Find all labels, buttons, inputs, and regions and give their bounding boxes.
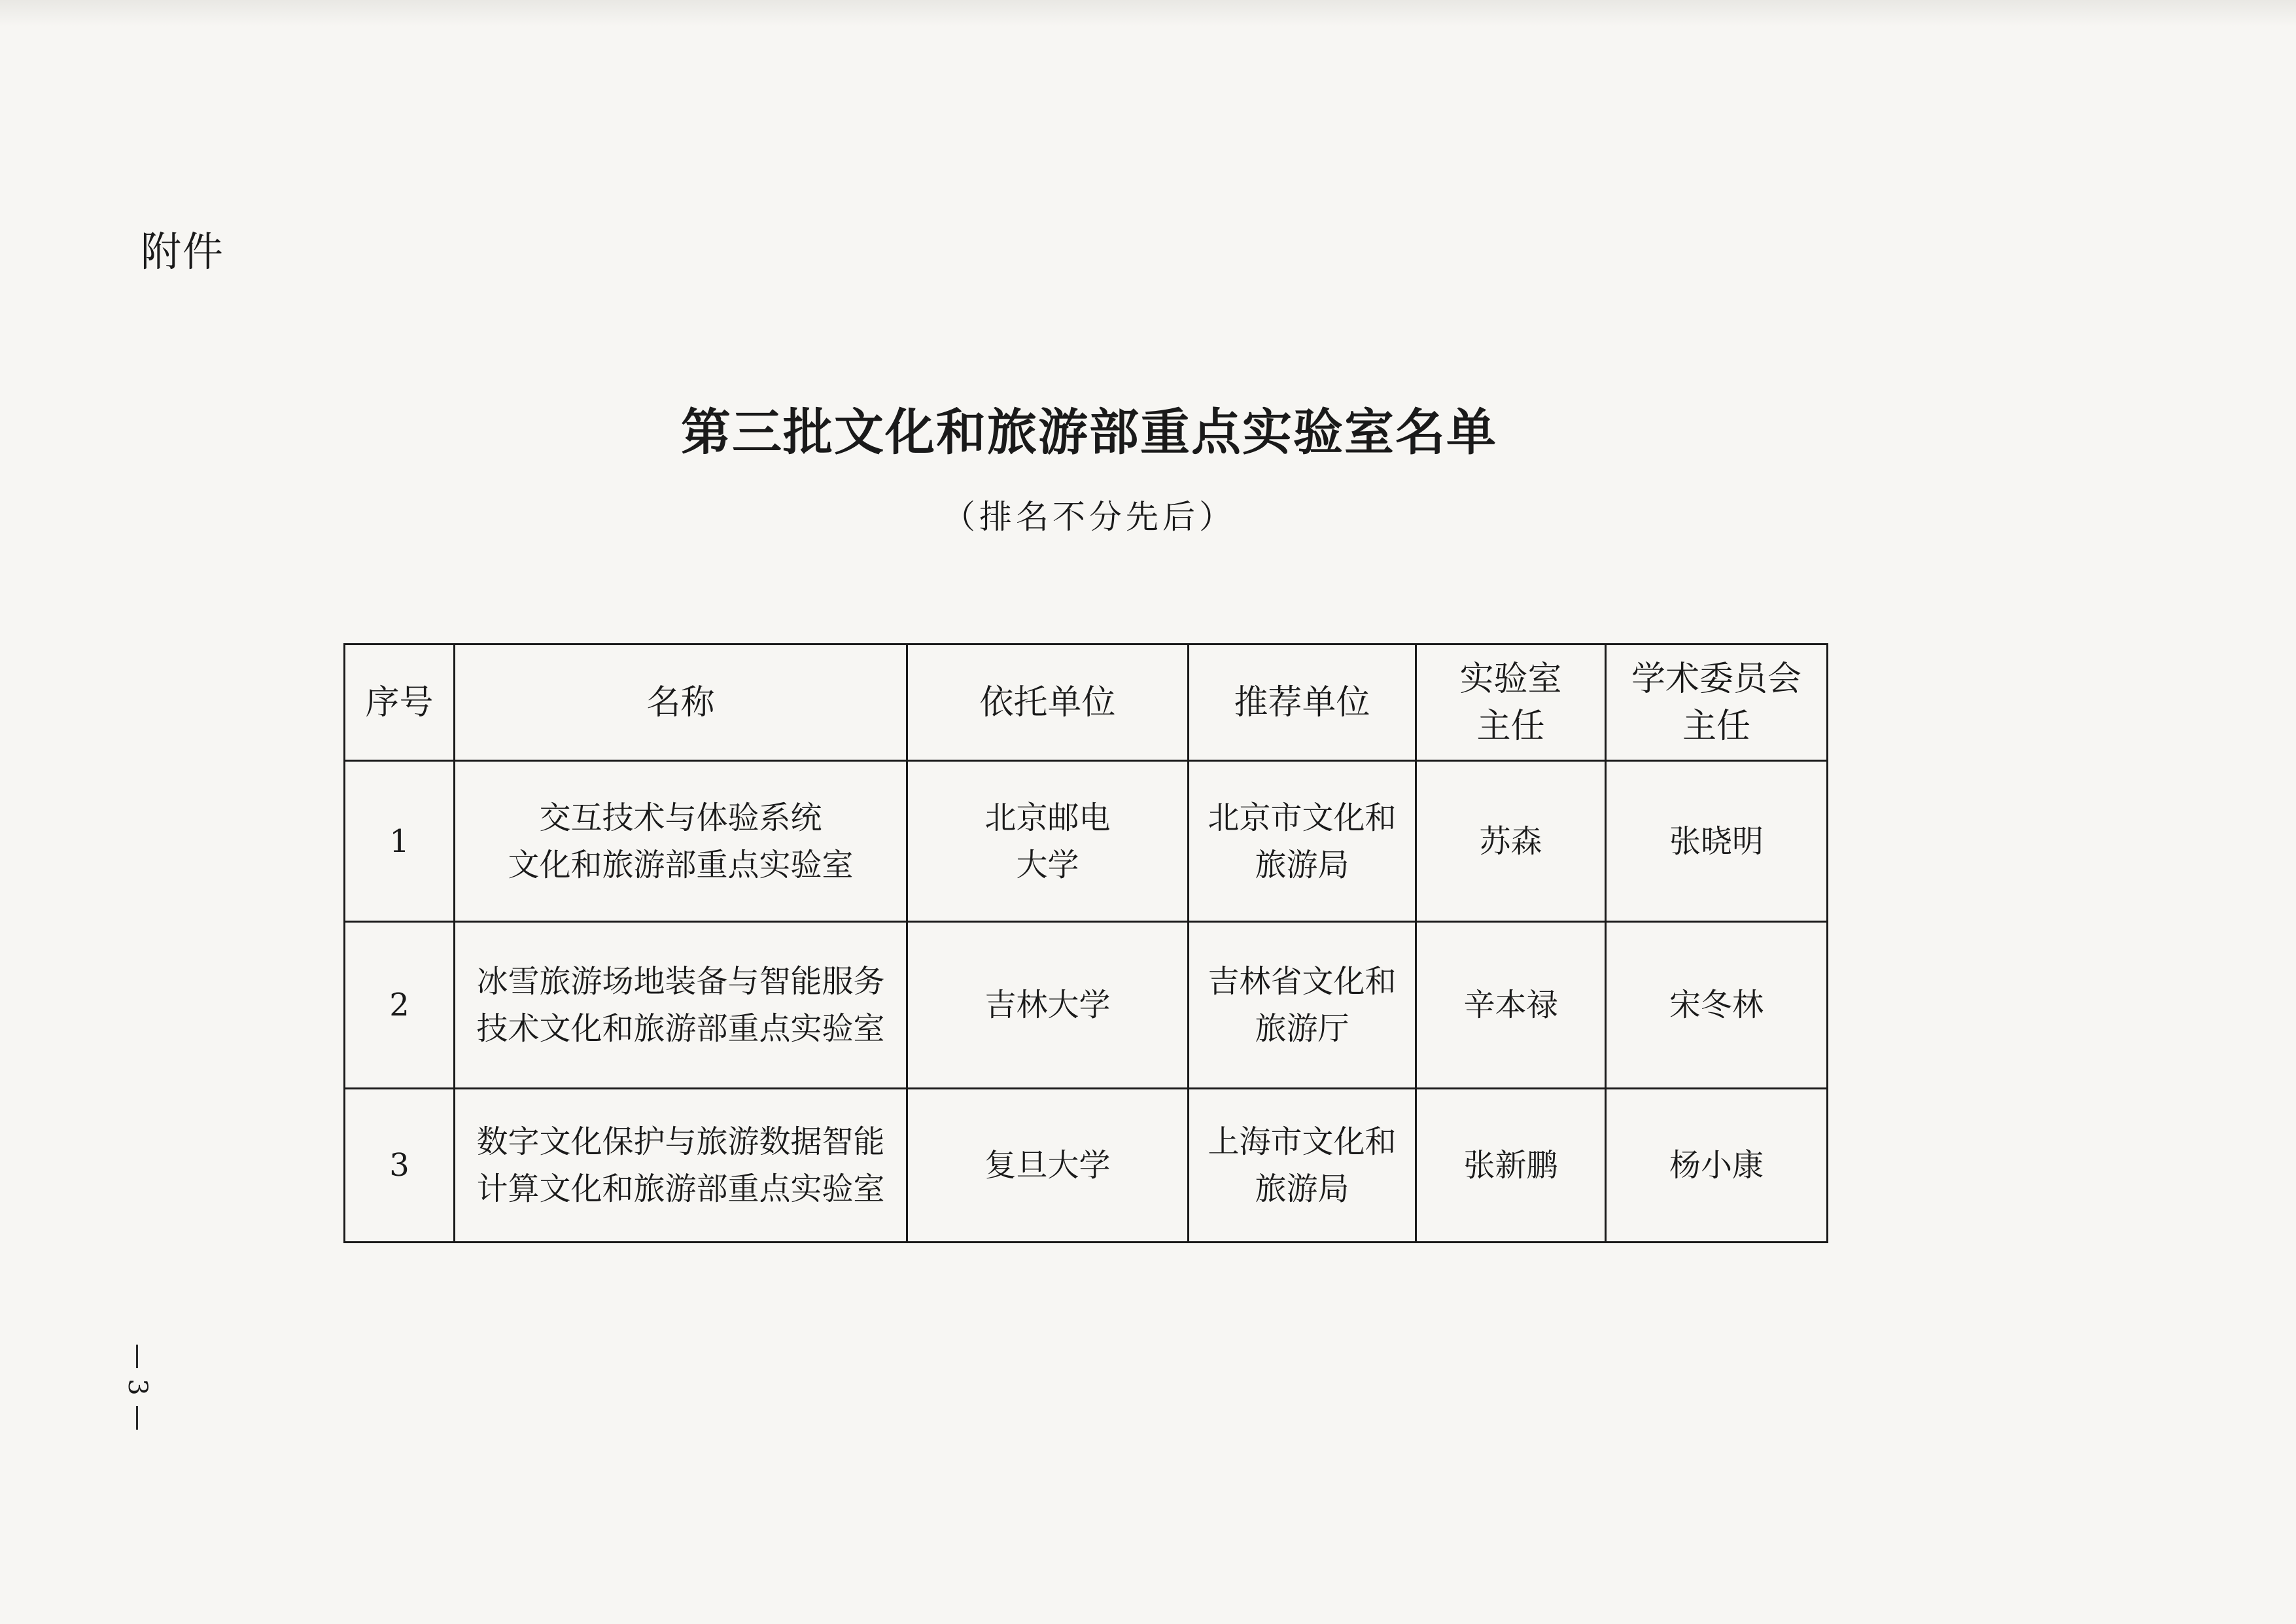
cell-lab-director: 苏森 [1416, 761, 1606, 922]
cell-recommending-unit: 上海市文化和 旅游局 [1189, 1089, 1416, 1243]
header-name: 名称 [455, 644, 907, 761]
attachment-label: 附件 [141, 228, 225, 275]
cell-lab-director: 张新鹏 [1416, 1089, 1606, 1243]
scan-edge-shadow [0, 0, 2296, 26]
table-row [345, 761, 1828, 922]
cell-academic-director: 宋冬林 [1606, 922, 1828, 1089]
cell-recommending-unit: 北京市文化和 旅游局 [1189, 761, 1416, 922]
page-number [124, 1345, 150, 1430]
cell-host-unit: 复旦大学 [907, 1089, 1189, 1243]
header-lab-director: 实验室 主任 [1416, 644, 1606, 761]
cell-academic-director: 张晓明 [1606, 761, 1828, 922]
table-header-row [345, 644, 1828, 761]
cell-recommending-unit: 吉林省文化和 旅游厅 [1189, 922, 1416, 1089]
lab-list-table [343, 643, 1828, 1243]
cell-index: 2 [345, 922, 455, 1089]
cell-host-unit: 北京邮电 大学 [907, 761, 1189, 922]
page-number-value: 3 [122, 1379, 152, 1396]
page-number-dash-bottom [136, 1406, 138, 1430]
cell-academic-director: 杨小康 [1606, 1089, 1828, 1243]
document-subtitle: （排名不分先后） [943, 498, 1236, 536]
header-host-unit: 依托单位 [907, 644, 1189, 761]
page-number-dash-top [136, 1345, 138, 1368]
document-title: 第三批文化和旅游部重点实验室名单 [681, 403, 1497, 461]
header-index: 序号 [345, 644, 455, 761]
cell-name: 数字文化保护与旅游数据智能 计算文化和旅游部重点实验室 [455, 1089, 907, 1243]
table-row [345, 1089, 1828, 1243]
table-row [345, 922, 1828, 1089]
cell-name: 冰雪旅游场地装备与智能服务 技术文化和旅游部重点实验室 [455, 922, 907, 1089]
cell-index: 3 [345, 1089, 455, 1243]
cell-lab-director: 辛本禄 [1416, 922, 1606, 1089]
cell-host-unit: 吉林大学 [907, 922, 1189, 1089]
cell-index: 1 [345, 761, 455, 922]
cell-name: 交互技术与体验系统 文化和旅游部重点实验室 [455, 761, 907, 922]
header-recommending-unit: 推荐单位 [1189, 644, 1416, 761]
header-academic-director: 学术委员会 主任 [1606, 644, 1828, 761]
